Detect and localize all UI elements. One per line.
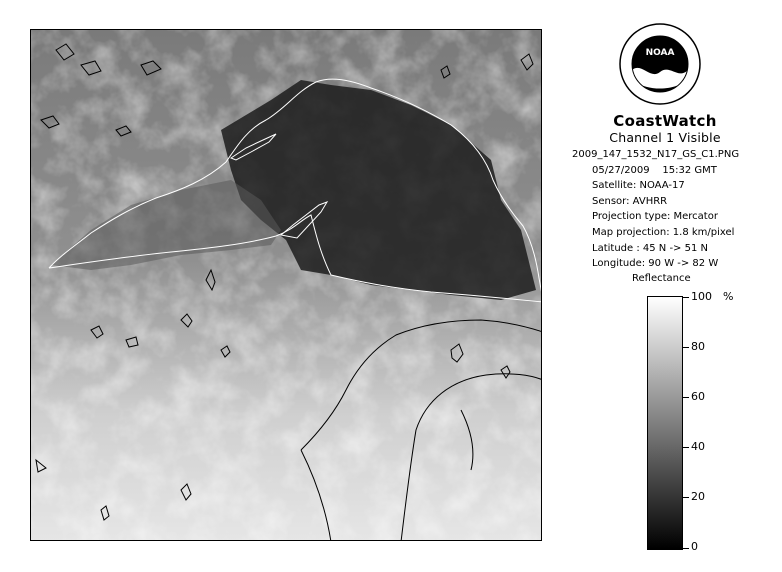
- colorbar-tick-40: [683, 447, 689, 448]
- noaa-logo-text: NOAA: [645, 48, 675, 58]
- colorbar-tick-100: [683, 297, 689, 298]
- longitude-text: Longitude: 90 W -> 82 W: [592, 258, 719, 270]
- noaa-logo: [618, 22, 702, 106]
- satellite-image: [31, 30, 542, 541]
- map-projection-text: Map projection: 1.8 km/pixel: [592, 226, 735, 238]
- colorbar-tick-20: [683, 497, 689, 498]
- colorbar-tick-label: 100: [691, 290, 712, 303]
- date-text: 05/27/2009: [592, 164, 650, 176]
- colorbar-tick-label: 60: [691, 390, 705, 403]
- colorbar-label: Reflectance: [632, 273, 691, 284]
- colorbar-tick-label: 40: [691, 440, 705, 453]
- colorbar-tick-60: [683, 397, 689, 398]
- reflectance-colorbar: [647, 296, 683, 550]
- colorbar-tick-label: 80: [691, 340, 705, 353]
- projection-type-text: Projection type: Mercator: [592, 211, 718, 223]
- filename-text: 2009_147_1532_N17_GS_C1.PNG: [572, 149, 740, 160]
- colorbar-tick-0: [683, 548, 689, 549]
- app-title: CoastWatch: [613, 112, 717, 130]
- colorbar-tick-label: 20: [691, 490, 705, 503]
- latitude-text: Latitude : 45 N -> 51 N: [592, 242, 708, 254]
- image-metadata: [572, 147, 739, 272]
- channel-subtitle: Channel 1 Visible: [609, 130, 721, 145]
- satellite-map[interactable]: [30, 29, 542, 541]
- colorbar-tick-80: [683, 347, 689, 348]
- colorbar-unit: %: [723, 290, 734, 303]
- sensor-text: Sensor: AVHRR: [592, 195, 668, 207]
- time-text: 15:32 GMT: [662, 164, 717, 176]
- satellite-text: Satellite: NOAA-17: [592, 180, 685, 192]
- colorbar-tick-label: 0: [691, 540, 698, 553]
- date-time-text: [572, 163, 739, 179]
